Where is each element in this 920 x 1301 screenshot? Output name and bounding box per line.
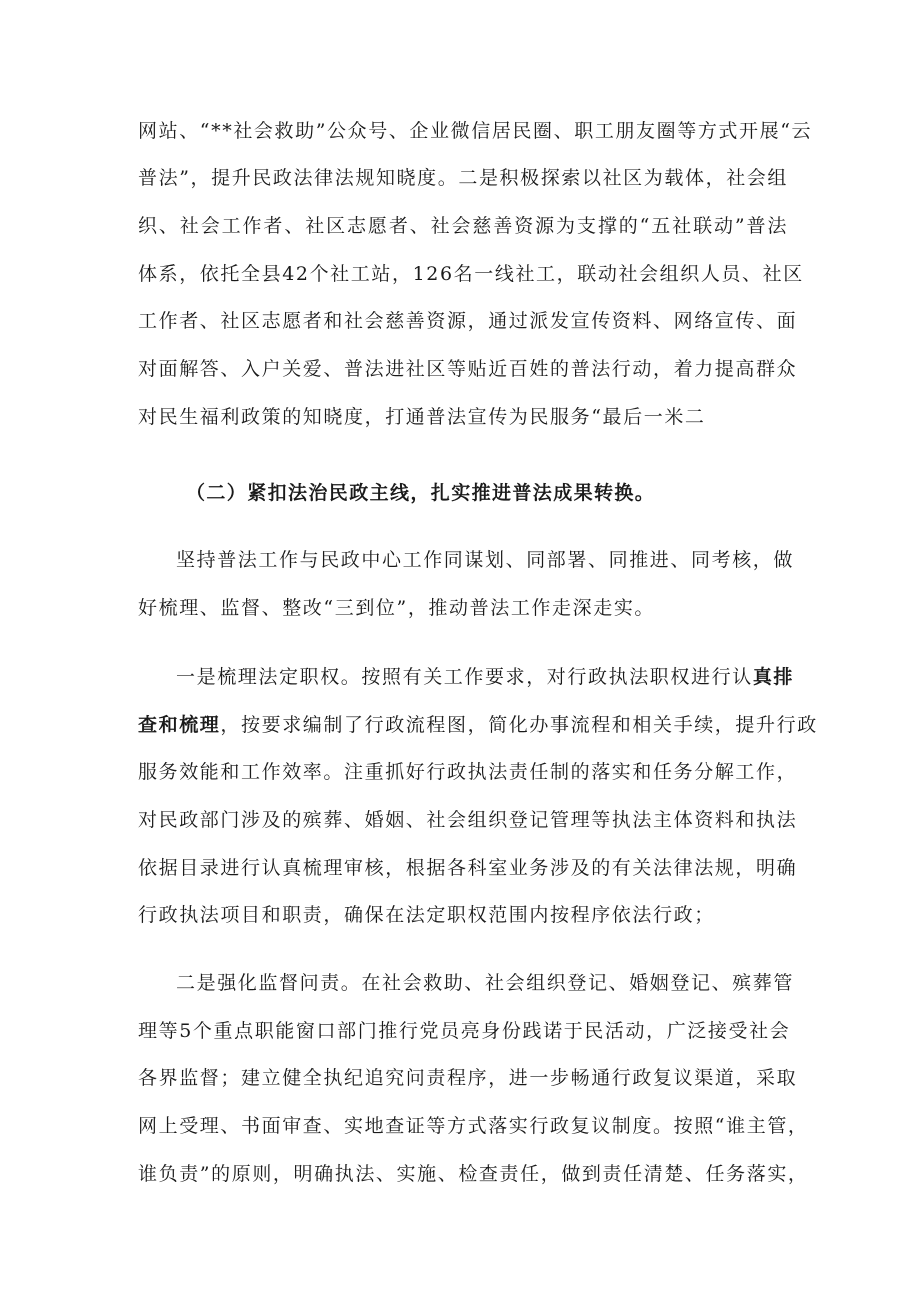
paragraph-3-line-6: 行政执法项目和职责，确保在法定职权范围内按程序依法行政；	[138, 904, 715, 926]
paragraph-1-line-5: 工作者、社区志愿者和社会慈善资源，通过派发宣传资料、网络宣传、面	[138, 310, 798, 332]
paragraph-1-line-3: 织、社会工作者、社区志愿者、社会慈善资源为支撑的“五社联动”普法	[138, 215, 788, 237]
paragraph-3-line-2-bold: 查和梳理	[138, 714, 221, 736]
paragraph-4-line-3: 各界监督；建立健全执纪追究问责程序，进一步畅通行政复议渠道，采取	[138, 1067, 798, 1089]
paragraph-1-line-4: 体系，依托全县42个社工站，126名一线社工，联动社会组织人员、社区	[138, 263, 804, 285]
paragraph-2-line-1: 坚持普法工作与民政中心工作同谋划、同部署、同推进、同考核，做	[176, 549, 795, 571]
paragraph-4-line-2: 理等5个重点职能窗口部门推行党员亮身份践诺于民活动，广泛接受社会	[138, 1020, 791, 1042]
paragraph-4-line-5: 谁负责”的原则，明确执法、实施、检查责任，做到责任清楚、任务落实，	[138, 1163, 809, 1185]
paragraph-1-line-7: 对民生福利政策的知晓度，打通普法宣传为民服务“最后一米二	[138, 406, 706, 428]
paragraph-4-line-4: 网上受理、书面审查、实地查证等方式落实行政复议制度。按照“谁主管，	[138, 1115, 809, 1137]
paragraph-3-line-4: 对民政部门涉及的殡葬、婚姻、社会组织登记管理等执法主体资料和执法	[138, 809, 798, 831]
paragraph-3-line-2-text: ，按要求编制了行政流程图，简化办事流程和相关手续，提升行政	[220, 714, 818, 736]
paragraph-4-line-1: 二是强化监督问责。在社会救助、社会组织登记、婚姻登记、殡葬管	[176, 972, 795, 994]
paragraph-1-line-1: 网站、“**社会救助”公众号、企业微信居民圈、职工朋友圈等方式开展“云	[138, 120, 813, 142]
paragraph-3-line-1-bold: 真排	[752, 666, 795, 688]
paragraph-2-line-2: 好梳理、监督、整改“三到位”，推动普法工作走深走实。	[138, 597, 656, 619]
paragraph-3-line-5: 依据目录进行认真梳理审核，根据各科室业务涉及的有关法律法规，明确	[138, 857, 798, 879]
paragraph-3-line-1	[176, 663, 795, 691]
paragraph-3-line-1-text: 一是梳理法定职权。按照有关工作要求，对行政执法职权进行认	[176, 666, 753, 688]
section-heading: （二）紧扣法治民政主线，扎实推进普法成果转换。	[186, 482, 656, 504]
paragraph-3-line-3: 服务效能和工作效率。注重抓好行政执法责任制的落实和任务分解工作，	[138, 761, 798, 783]
paragraph-1-line-2: 普法”，提升民政法律法规知晓度。二是积极探索以社区为载体，社会组	[138, 167, 788, 189]
paragraph-3-line-2	[138, 711, 818, 739]
paragraph-1-line-6: 对面解答、入户关爱、普法进社区等贴近百姓的普法行动，着力提高群众	[138, 358, 798, 380]
